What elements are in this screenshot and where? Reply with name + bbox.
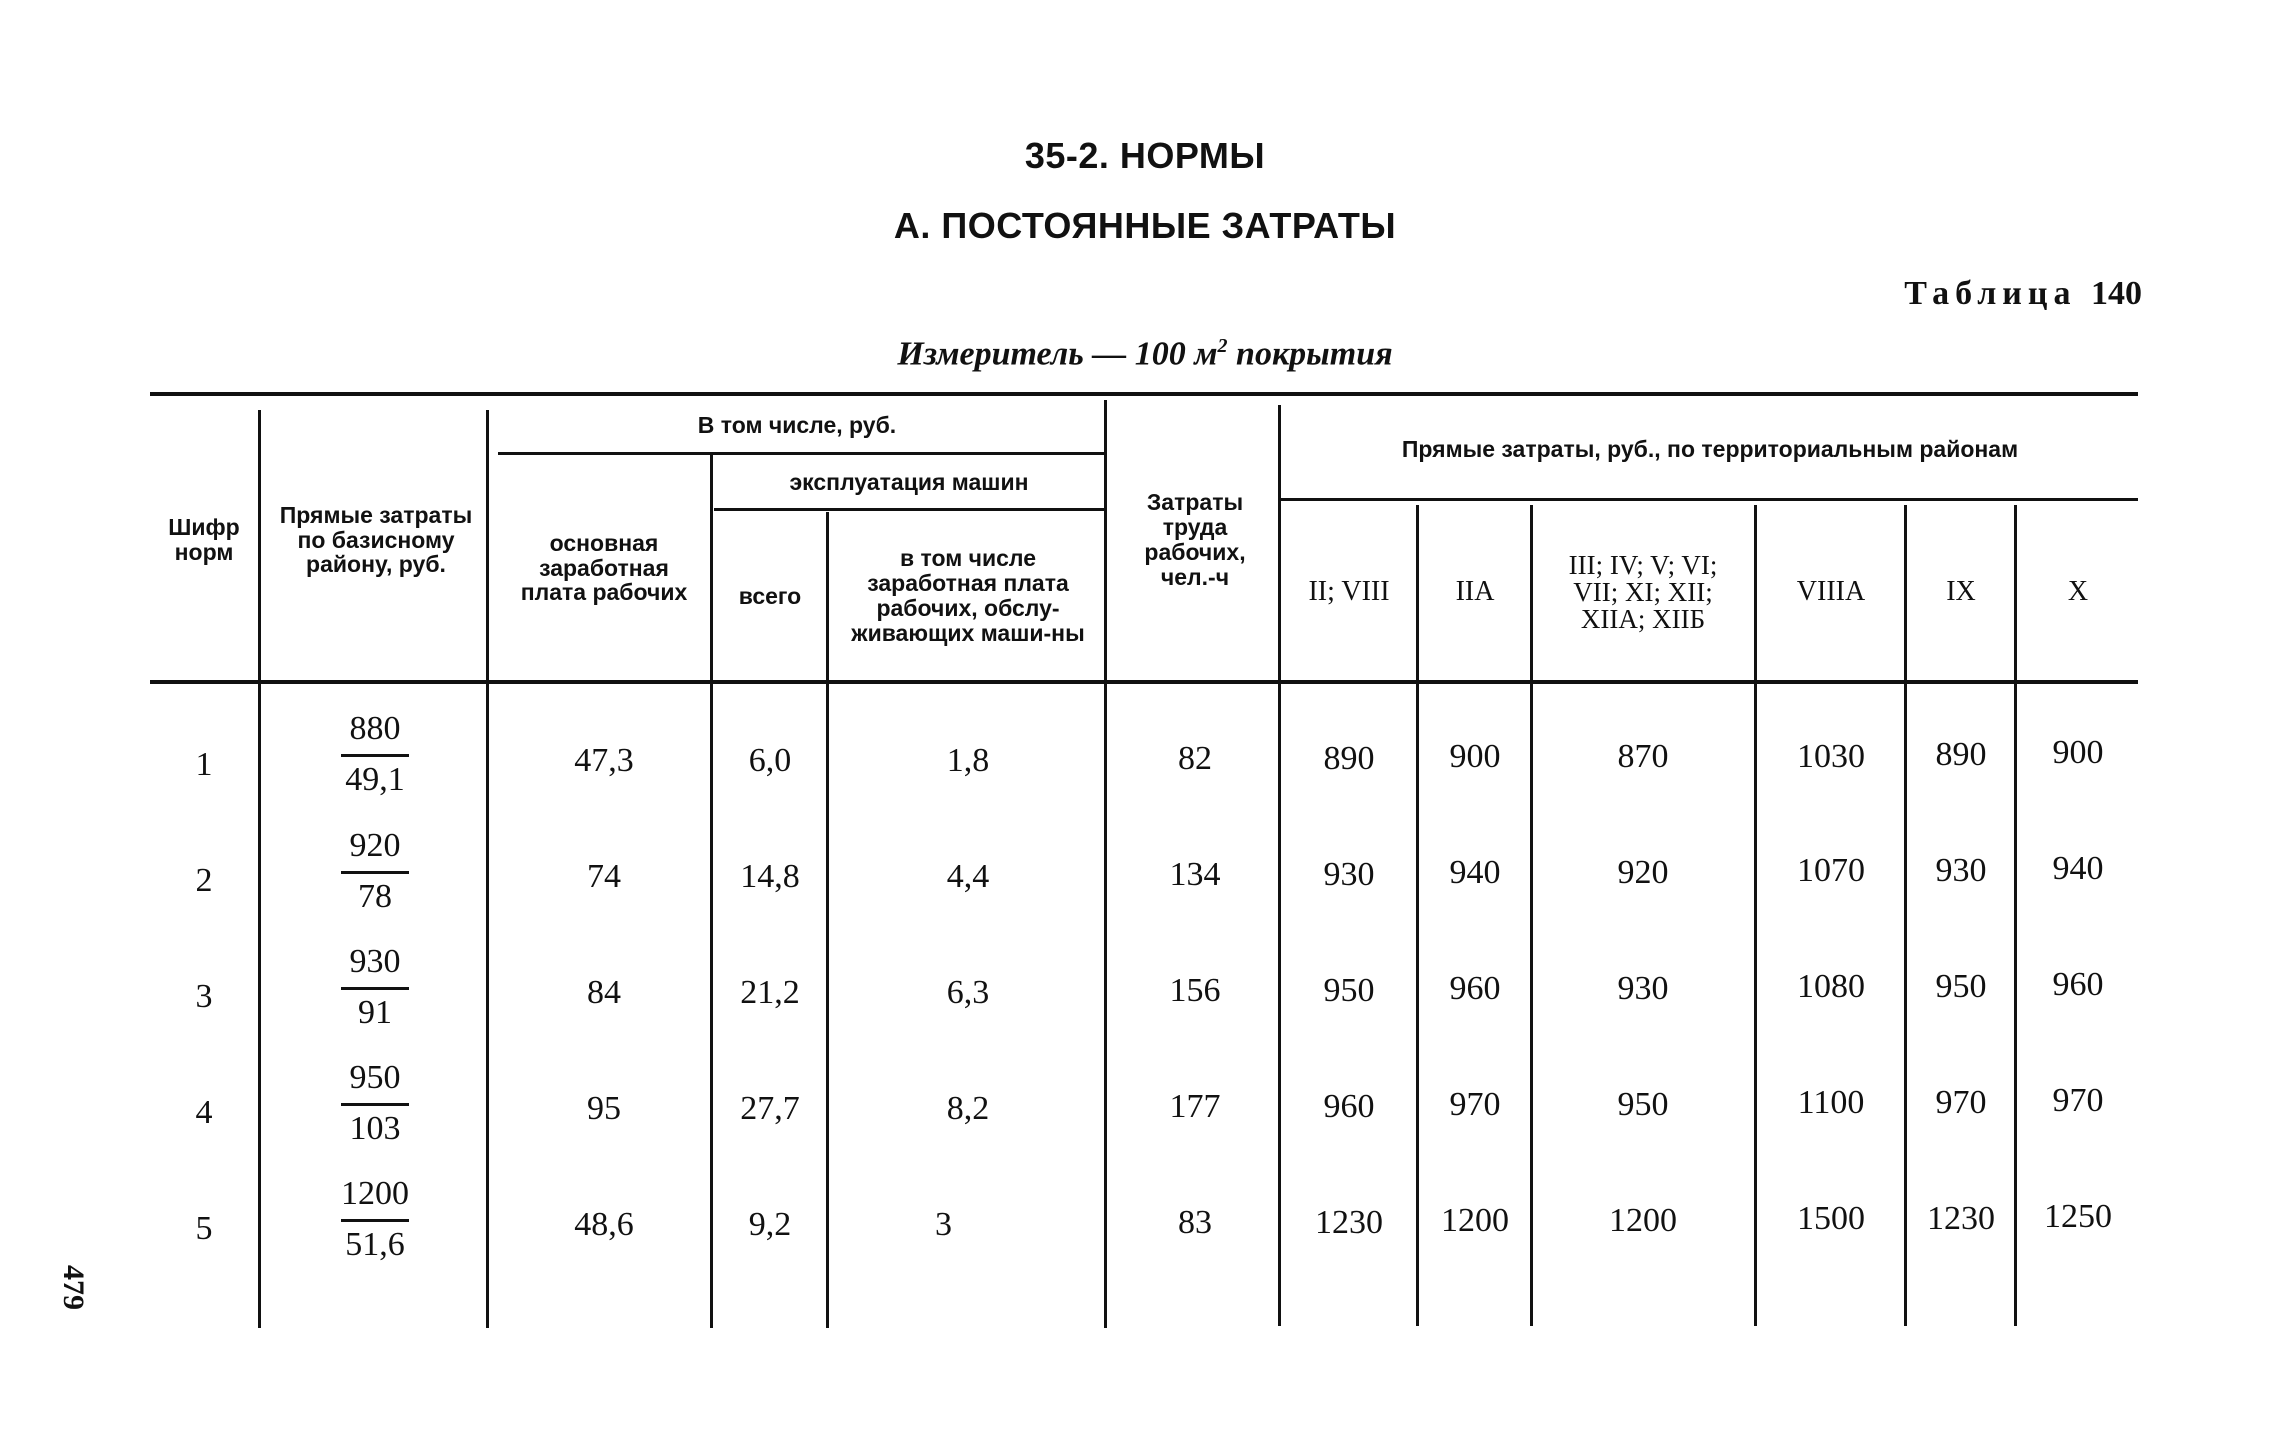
base-cost-fraction bbox=[305, 943, 445, 1032]
wage-value: 84 bbox=[587, 974, 621, 1011]
region-value: 950 bbox=[1617, 1086, 1669, 1123]
incl-rule bbox=[498, 452, 1104, 455]
machines-total-value: 27,7 bbox=[740, 1090, 800, 1127]
machines-total-value: 14,8 bbox=[740, 858, 800, 895]
table-top-rule bbox=[150, 392, 2138, 396]
header-region-5: IX bbox=[1946, 576, 1976, 608]
region-value: 950 bbox=[1935, 968, 1987, 1005]
col-rule-10 bbox=[1904, 505, 1907, 1326]
base-wage-value: 103 bbox=[349, 1110, 401, 1147]
machine-wage-value: 3 bbox=[935, 1206, 952, 1243]
base-cost-value: 950 bbox=[349, 1059, 401, 1096]
labor-value: 82 bbox=[1178, 740, 1212, 777]
region-value: 900 bbox=[2052, 734, 2104, 771]
region-value: 930 bbox=[1935, 852, 1987, 889]
header-region-2: IIА bbox=[1455, 576, 1495, 608]
region-value: 1500 bbox=[1797, 1200, 1865, 1237]
row-code: 2 bbox=[195, 862, 213, 899]
page-number: 479 bbox=[57, 1265, 90, 1310]
row-code: 1 bbox=[195, 746, 213, 783]
region-value: 1070 bbox=[1797, 852, 1865, 889]
base-cost-value: 920 bbox=[349, 827, 401, 864]
region-value: 870 bbox=[1617, 738, 1669, 775]
table-label bbox=[1904, 275, 2142, 313]
wage-value: 47,3 bbox=[574, 742, 634, 779]
labor-value: 83 bbox=[1178, 1204, 1212, 1241]
header-labor: Затраты труда рабочих, чел.-ч bbox=[1144, 489, 1246, 590]
header-code: Шифр норм bbox=[168, 514, 240, 565]
base-wage-value: 49,1 bbox=[345, 761, 405, 798]
base-wage-value: 51,6 bbox=[345, 1226, 405, 1263]
subsection-heading: А. ПОСТОЯННЫЕ ЗАТРАТЫ bbox=[893, 205, 1397, 246]
table-label-text: Таблица bbox=[1904, 275, 2077, 312]
header-region-4: VIIIА bbox=[1796, 576, 1866, 608]
row-code: 5 bbox=[195, 1210, 213, 1247]
row-code: 3 bbox=[195, 978, 213, 1015]
region-value: 920 bbox=[1617, 854, 1669, 891]
col-rule-7 bbox=[1416, 505, 1419, 1326]
base-wage-value: 78 bbox=[358, 878, 392, 915]
col-rule-9 bbox=[1754, 505, 1757, 1326]
region-value: 950 bbox=[1323, 972, 1375, 1009]
table-number: 140 bbox=[2091, 275, 2142, 312]
header-region-3: III; IV; V; VI; VII; XI; XII; XIIА; XIIБ bbox=[1568, 550, 1718, 634]
col-rule-4 bbox=[826, 512, 829, 1328]
base-cost-fraction bbox=[305, 1175, 445, 1264]
region-value: 900 bbox=[1449, 738, 1501, 775]
region-value: 1030 bbox=[1797, 738, 1865, 775]
machines-total-value: 6,0 bbox=[748, 742, 792, 779]
region-value: 890 bbox=[1935, 736, 1987, 773]
region-value: 970 bbox=[1449, 1086, 1501, 1123]
machine-wage-value: 8,2 bbox=[946, 1090, 990, 1127]
region-value: 1200 bbox=[1609, 1202, 1677, 1239]
labor-value: 134 bbox=[1169, 856, 1221, 893]
region-value: 940 bbox=[1449, 854, 1501, 891]
machine-wage-value: 6,3 bbox=[946, 974, 990, 1011]
region-value: 930 bbox=[1617, 970, 1669, 1007]
machine-wage-value: 4,4 bbox=[946, 858, 990, 895]
header-incl: В том числе, руб. bbox=[697, 411, 897, 438]
col-rule-8 bbox=[1530, 505, 1533, 1326]
measure-sup: 2 bbox=[1217, 335, 1228, 357]
region-value: 970 bbox=[1935, 1084, 1987, 1121]
base-cost-value: 1200 bbox=[341, 1175, 409, 1212]
section-heading: 35-2. НОРМЫ bbox=[1024, 135, 1266, 176]
machines-total-value: 21,2 bbox=[740, 974, 800, 1011]
region-value: 960 bbox=[1449, 970, 1501, 1007]
col-rule-11 bbox=[2014, 505, 2017, 1326]
region-value: 1100 bbox=[1797, 1084, 1865, 1121]
wage-value: 74 bbox=[587, 858, 621, 895]
header-machine-wage: в том числе заработная плата рабочих, обслу-живающих маши-ны bbox=[851, 545, 1085, 646]
labor-value: 177 bbox=[1169, 1088, 1221, 1125]
col-rule-2 bbox=[486, 410, 489, 1328]
header-regions-title: Прямые затраты, руб., по территориальным районам bbox=[1401, 435, 2019, 462]
col-rule-5 bbox=[1104, 400, 1107, 1328]
regions-rule bbox=[1280, 498, 2138, 501]
header-wage: основная заработная плата рабочих bbox=[520, 529, 688, 606]
header-region-1: II; VIII bbox=[1308, 576, 1390, 608]
header-direct-base: Прямые затраты по базисному району, руб. bbox=[279, 501, 473, 578]
region-value: 1250 bbox=[2044, 1198, 2112, 1235]
region-value: 1230 bbox=[1927, 1200, 1995, 1237]
region-value: 960 bbox=[2052, 966, 2104, 1003]
measure-prefix: Измеритель — 100 м bbox=[897, 335, 1218, 373]
base-cost-fraction bbox=[305, 1059, 445, 1148]
col-rule-3 bbox=[710, 455, 713, 1328]
measure-suffix: покрытия bbox=[1227, 335, 1393, 373]
header-total: всего bbox=[738, 582, 802, 609]
machines-total-value: 9,2 bbox=[748, 1206, 792, 1243]
row-code: 4 bbox=[195, 1094, 213, 1131]
base-cost-value: 880 bbox=[349, 710, 401, 747]
measure-caption bbox=[0, 335, 2290, 373]
region-value: 930 bbox=[1323, 856, 1375, 893]
region-value: 890 bbox=[1323, 740, 1375, 777]
base-cost-value: 930 bbox=[349, 943, 401, 980]
wage-value: 48,6 bbox=[574, 1206, 634, 1243]
base-wage-value: 91 bbox=[358, 994, 392, 1031]
machines-rule bbox=[714, 508, 1104, 511]
base-cost-fraction bbox=[305, 827, 445, 916]
wage-value: 95 bbox=[587, 1090, 621, 1127]
region-value: 1230 bbox=[1315, 1204, 1383, 1241]
labor-value: 156 bbox=[1169, 972, 1221, 1009]
machine-wage-value: 1,8 bbox=[946, 742, 990, 779]
col-rule-6 bbox=[1278, 405, 1281, 1326]
col-rule-1 bbox=[258, 410, 261, 1328]
base-cost-fraction bbox=[305, 710, 445, 799]
region-value: 970 bbox=[2052, 1082, 2104, 1119]
region-value: 1080 bbox=[1797, 968, 1865, 1005]
region-value: 1200 bbox=[1441, 1202, 1509, 1239]
header-region-6: X bbox=[2067, 576, 2089, 608]
region-value: 940 bbox=[2052, 850, 2104, 887]
header-machines: эксплуатация машин bbox=[789, 468, 1029, 495]
region-value: 960 bbox=[1323, 1088, 1375, 1125]
header-bottom-rule bbox=[150, 680, 2138, 684]
